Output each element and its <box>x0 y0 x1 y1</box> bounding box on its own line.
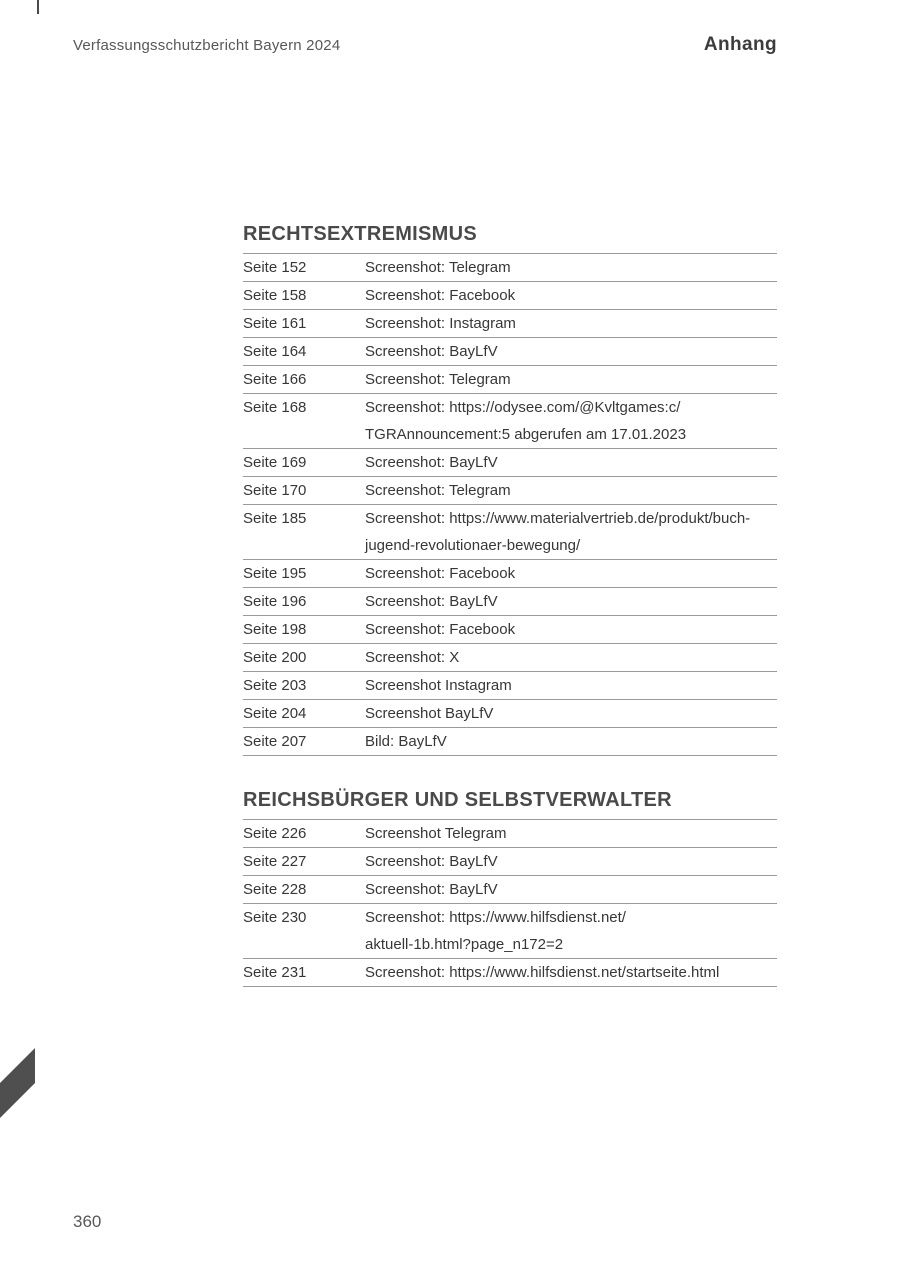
description-line: Screenshot: BayLfV <box>365 454 498 471</box>
screenshot-description <box>365 477 777 504</box>
table-row <box>243 588 777 616</box>
page-ref: Seite 196 <box>243 593 307 610</box>
screenshot-description <box>365 282 777 309</box>
description-line: Screenshot Telegram <box>365 825 507 842</box>
description-line: Screenshot: Telegram <box>365 482 511 499</box>
table-row <box>243 616 777 644</box>
page-ref: Seite 195 <box>243 565 307 582</box>
section-row-list <box>243 253 777 756</box>
page-ref: Seite 168 <box>243 399 307 416</box>
page-ref: Seite 158 <box>243 287 307 304</box>
screenshot-description <box>365 728 777 755</box>
table-row <box>243 366 777 394</box>
screenshot-description <box>365 449 777 476</box>
screenshot-description <box>365 959 777 986</box>
section-row-list <box>243 819 777 987</box>
page-ref: Seite 228 <box>243 881 307 898</box>
screenshot-description <box>365 700 777 727</box>
table-row <box>243 820 777 848</box>
page-header <box>73 34 777 56</box>
description-line: Screenshot: Telegram <box>365 371 511 388</box>
corner-ribbon-shape <box>0 1048 35 1118</box>
page-ref: Seite 166 <box>243 371 307 388</box>
description-line: Screenshot: Telegram <box>365 259 511 276</box>
page-ref: Seite 231 <box>243 964 307 981</box>
screenshot-description <box>365 904 777 958</box>
table-row <box>243 876 777 904</box>
screenshot-description <box>365 672 777 699</box>
description-line: Screenshot: Facebook <box>365 621 516 638</box>
appendix-list <box>243 222 777 987</box>
page-ref: Seite 204 <box>243 705 307 722</box>
section-title: REICHSBÜRGER UND SELBSTVERWALTER <box>243 789 672 811</box>
description-line: Screenshot: Facebook <box>365 287 516 304</box>
description-line: Screenshot BayLfV <box>365 705 494 722</box>
description-line: Screenshot: Instagram <box>365 315 516 332</box>
description-line: Screenshot: https://www.materialvertrieb.de/produkt/buch- <box>365 510 751 527</box>
description-line: Screenshot: https://www.hilfsdienst.net/startseite.html <box>365 964 720 981</box>
crop-mark <box>37 0 39 14</box>
report-title: Verfassungsschutzbericht Bayern 2024 <box>73 37 341 54</box>
page-ref: Seite 198 <box>243 621 307 638</box>
table-row <box>243 282 777 310</box>
appendix-section <box>243 222 777 756</box>
description-line: Screenshot: X <box>365 649 460 666</box>
screenshot-description <box>365 394 777 448</box>
description-line: Screenshot: BayLfV <box>365 593 498 610</box>
table-row <box>243 560 777 588</box>
screenshot-description <box>365 505 777 559</box>
screenshot-description <box>365 366 777 393</box>
page-number: 360 <box>73 1212 102 1231</box>
table-row <box>243 254 777 282</box>
page-ref: Seite 230 <box>243 909 307 926</box>
description-line: Screenshot: Facebook <box>365 565 516 582</box>
description-line: jugend-revolutionaer-bewegung/ <box>365 537 581 554</box>
page-ref: Seite 161 <box>243 315 307 332</box>
page-ref: Seite 164 <box>243 343 307 360</box>
table-row <box>243 700 777 728</box>
screenshot-description <box>365 848 777 875</box>
chapter-label: Anhang <box>703 34 777 55</box>
screenshot-description <box>365 644 777 671</box>
description-line: Screenshot: BayLfV <box>365 853 498 870</box>
table-row <box>243 672 777 700</box>
screenshot-description <box>365 254 777 281</box>
description-line: Screenshot: https://odysee.com/@Kvltgames:c/ <box>365 399 681 416</box>
page-ref: Seite 203 <box>243 677 307 694</box>
description-line: aktuell-1b.html?page_n172=2 <box>365 936 564 953</box>
description-line: Bild: BayLfV <box>365 733 447 750</box>
screenshot-description <box>365 560 777 587</box>
description-line: Screenshot: BayLfV <box>365 881 498 898</box>
table-row <box>243 848 777 876</box>
screenshot-description <box>365 310 777 337</box>
page-ref: Seite 185 <box>243 510 307 527</box>
screenshot-description <box>365 338 777 365</box>
table-row <box>243 728 777 756</box>
description-line: Screenshot: BayLfV <box>365 343 498 360</box>
table-row <box>243 338 777 366</box>
page-ref: Seite 169 <box>243 454 307 471</box>
screenshot-description <box>365 876 777 903</box>
table-row <box>243 449 777 477</box>
page-ref: Seite 152 <box>243 259 307 276</box>
screenshot-description <box>365 588 777 615</box>
description-line: Screenshot Instagram <box>365 677 512 694</box>
table-row <box>243 959 777 987</box>
table-row <box>243 505 777 560</box>
section-title: RECHTSEXTREMISMUS <box>243 223 478 245</box>
page-ref: Seite 227 <box>243 853 307 870</box>
page-ref: Seite 226 <box>243 825 307 842</box>
table-row <box>243 477 777 505</box>
page-ref: Seite 207 <box>243 733 307 750</box>
table-row <box>243 394 777 449</box>
table-row <box>243 310 777 338</box>
page-ref: Seite 200 <box>243 649 307 666</box>
table-row <box>243 644 777 672</box>
screenshot-description <box>365 616 777 643</box>
appendix-section <box>243 788 777 987</box>
screenshot-description <box>365 820 777 847</box>
description-line: TGRAnnouncement:5 abgerufen am 17.01.2023 <box>365 426 687 443</box>
page-ref: Seite 170 <box>243 482 307 499</box>
description-line: Screenshot: https://www.hilfsdienst.net/ <box>365 909 626 926</box>
table-row <box>243 904 777 959</box>
